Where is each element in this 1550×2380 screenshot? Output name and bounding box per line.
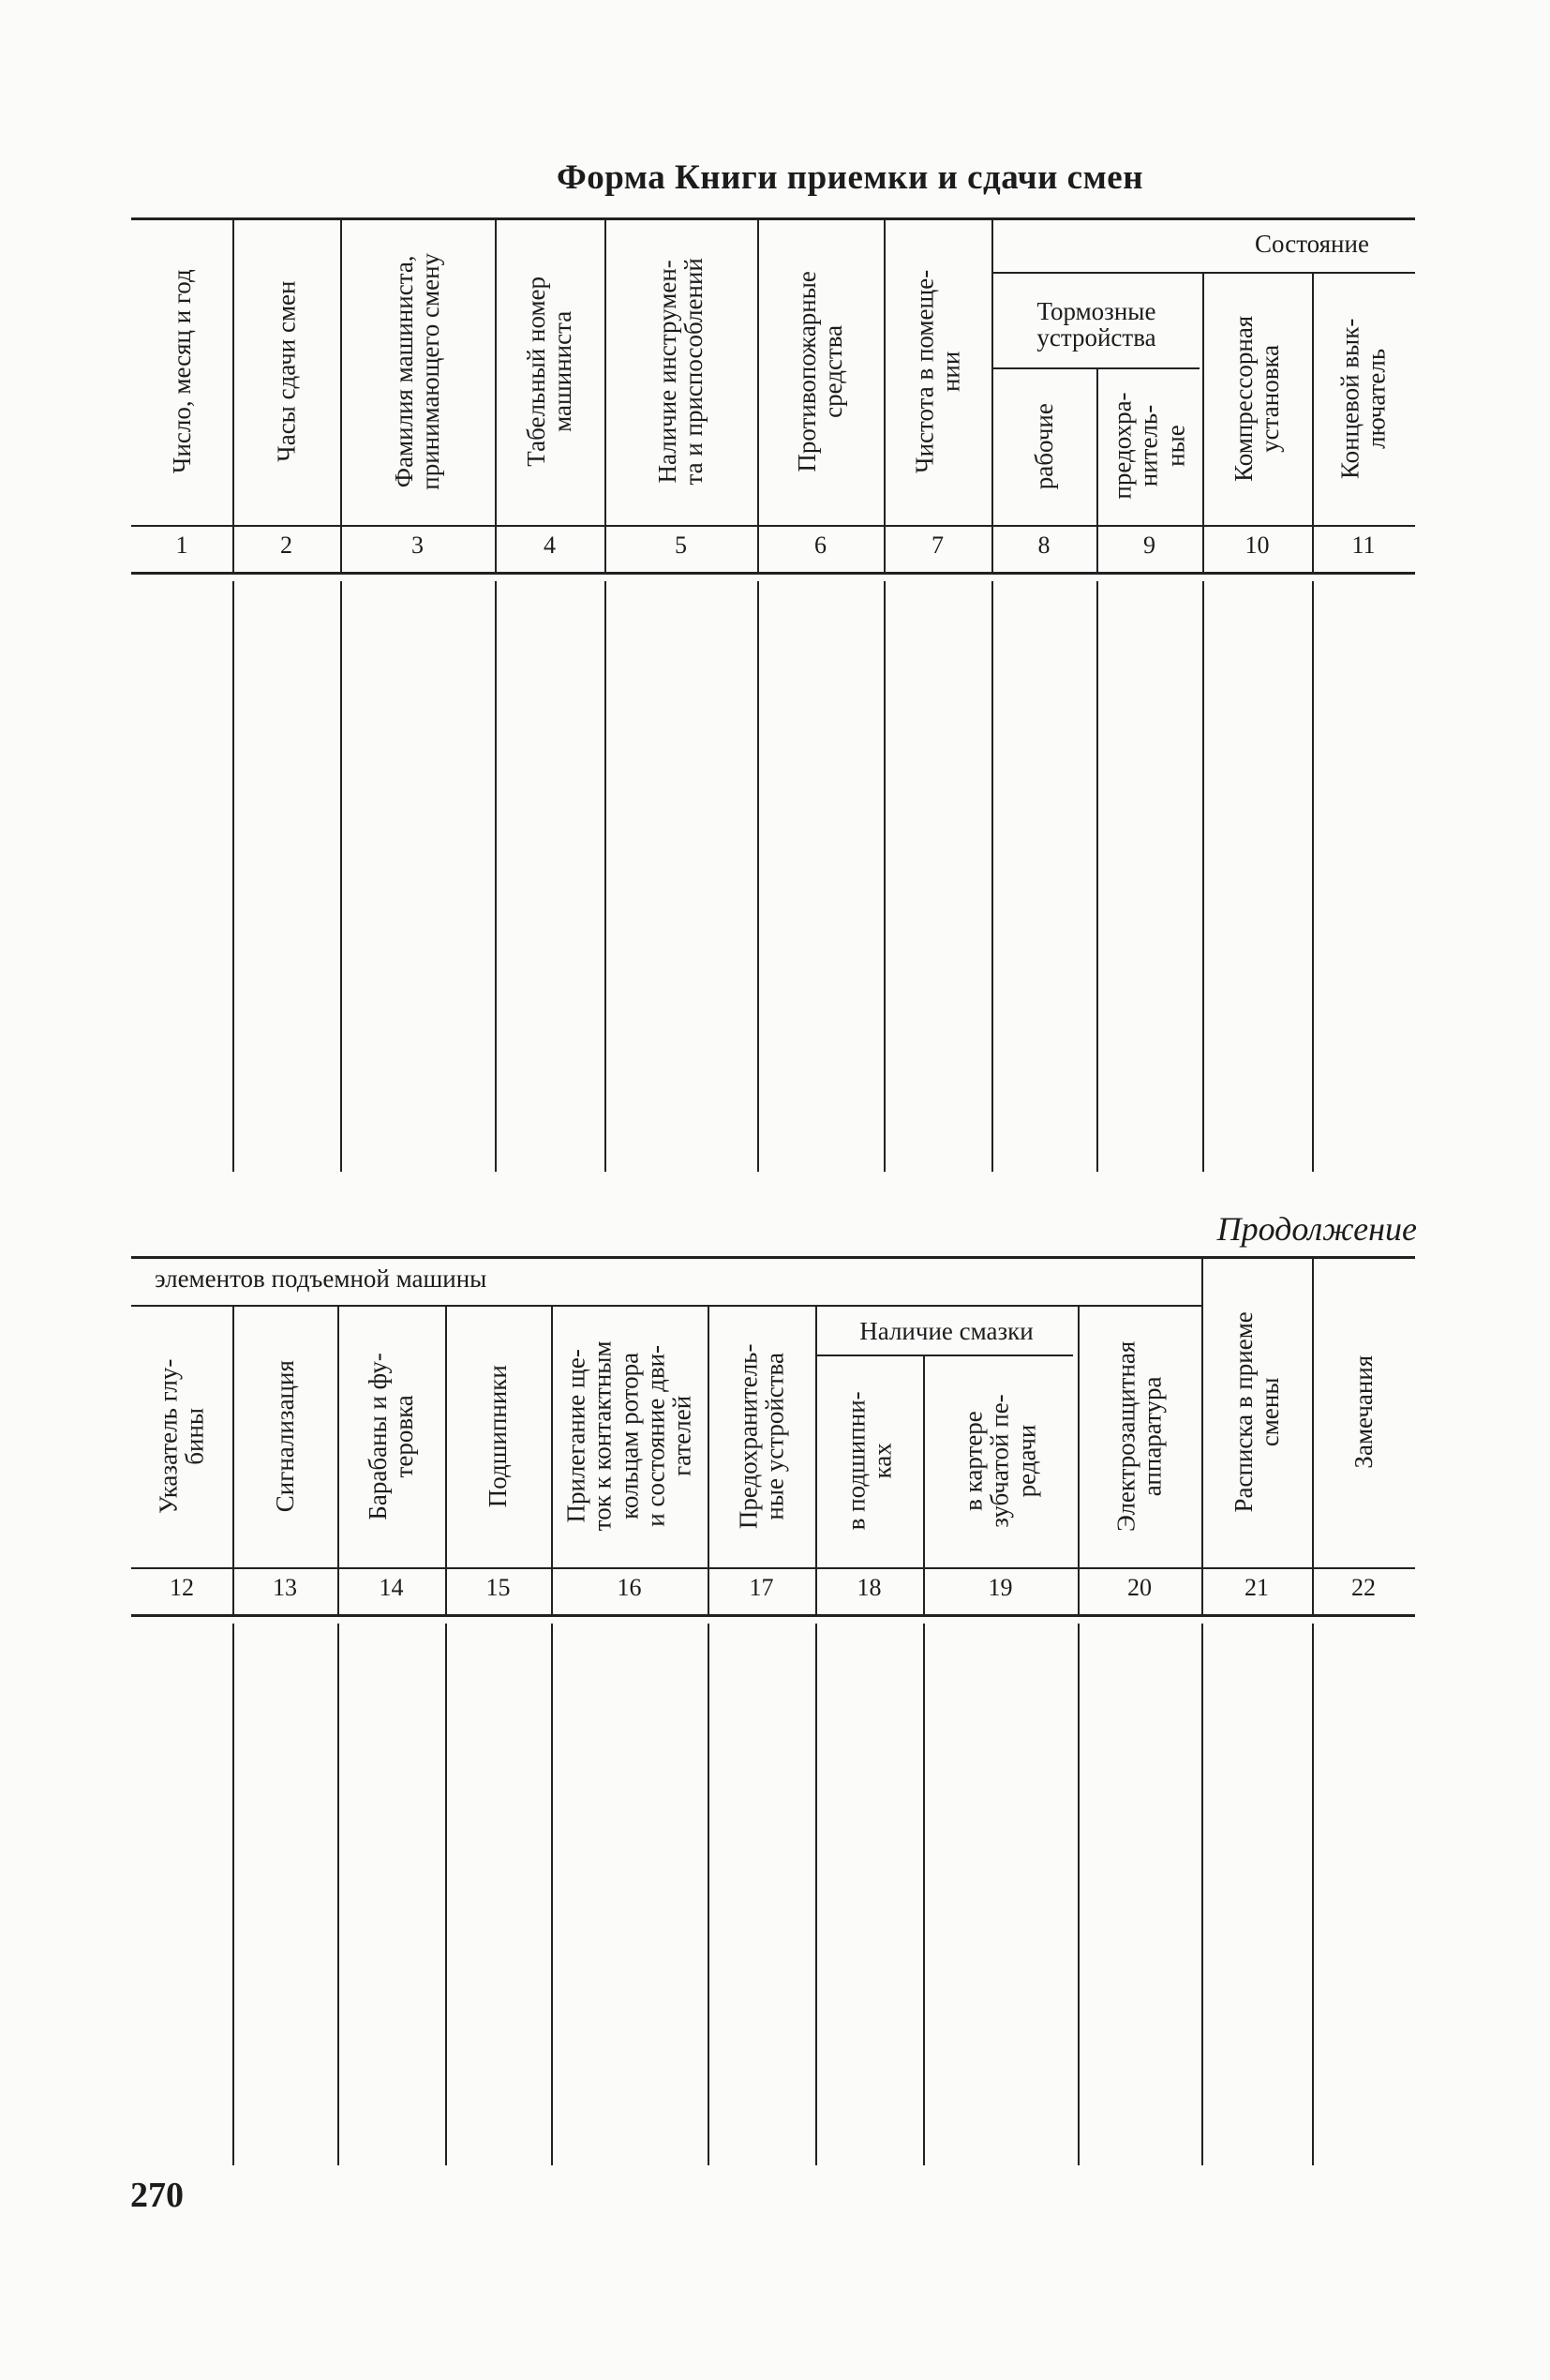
column-number: 2 <box>280 531 292 559</box>
table1-body-divider <box>495 581 497 1172</box>
column-number: 21 <box>1244 1574 1269 1601</box>
column-header: Сигнализация <box>270 1359 299 1513</box>
column-number: 7 <box>931 531 944 559</box>
column-number: 11 <box>1351 531 1376 559</box>
table2-body-divider <box>923 1624 925 2165</box>
column-number: 19 <box>988 1574 1013 1601</box>
column-header: в подшипни- ках <box>842 1391 897 1531</box>
column-header: Расписка в приеме смены <box>1229 1310 1285 1513</box>
column-number: 4 <box>544 531 556 559</box>
column-header: Часы сдачи смен <box>272 280 301 462</box>
table1-body-divider <box>1312 581 1314 1172</box>
table2-body-divider <box>337 1624 339 2165</box>
table2-lubrication-group-header: Наличие смазки <box>859 1317 1034 1345</box>
table2-group-header: элементов подъемной машины <box>155 1265 487 1293</box>
table1-body-divider <box>340 581 342 1172</box>
column-number: 20 <box>1127 1574 1152 1601</box>
column-header: Фамилия машиниста, принимающего смену <box>390 252 445 490</box>
table2-body-divider <box>815 1624 817 2165</box>
column-header: рабочие <box>1029 402 1058 490</box>
column-number: 22 <box>1351 1574 1376 1601</box>
column-number: 18 <box>857 1574 882 1601</box>
table2-body-divider <box>232 1624 234 2165</box>
column-header: в картере зубчатой пе- редачи <box>959 1394 1041 1528</box>
table2-body-divider <box>1201 1624 1203 2165</box>
table1-body-divider <box>757 581 759 1172</box>
table1-body-divider <box>991 581 993 1172</box>
table1-number-row-rule <box>131 572 1415 575</box>
column-header: предохра- нитель- ные <box>1108 392 1190 501</box>
table2-body-divider <box>708 1624 709 2165</box>
column-header: Чистота в помеще- нии <box>910 269 965 473</box>
column-number: 8 <box>1037 531 1051 559</box>
table2-body-divider <box>1078 1624 1080 2165</box>
column-number: 3 <box>411 531 424 559</box>
column-header: Барабаны и фу- теровка <box>364 1352 419 1520</box>
column-header: Прилегание ще- ток к контактным кольцам ротора и состояние дви- гателей <box>561 1340 697 1532</box>
column-number: 1 <box>175 531 188 559</box>
table2-body-divider <box>551 1624 553 2165</box>
column-header: Подшипники <box>484 1364 513 1508</box>
column-number: 13 <box>273 1574 297 1601</box>
column-header: Предохранитель- ные устройства <box>734 1343 789 1529</box>
column-header: Табельный номер машиниста <box>522 276 577 467</box>
table2-body-divider <box>1312 1624 1314 2165</box>
table1-group-header: Состояние <box>1255 230 1369 258</box>
table1-body-divider <box>232 581 234 1172</box>
column-header: Концевой вык- лючатель <box>1335 318 1391 479</box>
column-header: Компрессорная установка <box>1230 315 1285 482</box>
table1-header-bottom-rule <box>131 525 1415 527</box>
column-header: Наличие инструмен- та и приспособлений <box>653 257 708 486</box>
column-number: 6 <box>814 531 827 559</box>
table1-body-divider <box>1202 581 1204 1172</box>
column-number: 9 <box>1143 531 1155 559</box>
table2-number-row-rule <box>131 1614 1415 1617</box>
column-number: 10 <box>1244 531 1270 559</box>
page-number: 270 <box>130 2176 184 2215</box>
column-number: 5 <box>675 531 687 559</box>
table1-body-divider <box>604 581 606 1172</box>
column-number: 15 <box>485 1574 511 1601</box>
column-header: Замечания <box>1349 1355 1378 1469</box>
table2-body-divider <box>445 1624 447 2165</box>
table1-body-divider <box>884 581 886 1172</box>
table1-body-divider <box>1096 581 1098 1172</box>
continuation-label: Продолжение <box>1216 1210 1417 1248</box>
column-number: 12 <box>170 1574 194 1601</box>
column-number: 17 <box>749 1574 774 1601</box>
column-header: Число, месяц и год <box>167 269 196 473</box>
column-header: Электрозащитная аппаратура <box>1111 1340 1168 1532</box>
table1-brake-group-header: Тормозные устройства <box>1036 297 1156 352</box>
column-number: 16 <box>617 1574 642 1601</box>
column-header: Противопожарные средства <box>793 270 848 472</box>
column-number: 14 <box>379 1574 404 1601</box>
page-title: Форма Книги приемки и сдачи смен <box>556 158 1144 197</box>
table2-header-bottom-rule <box>131 1567 1415 1569</box>
column-header: Указатель глу- бины <box>154 1358 209 1514</box>
